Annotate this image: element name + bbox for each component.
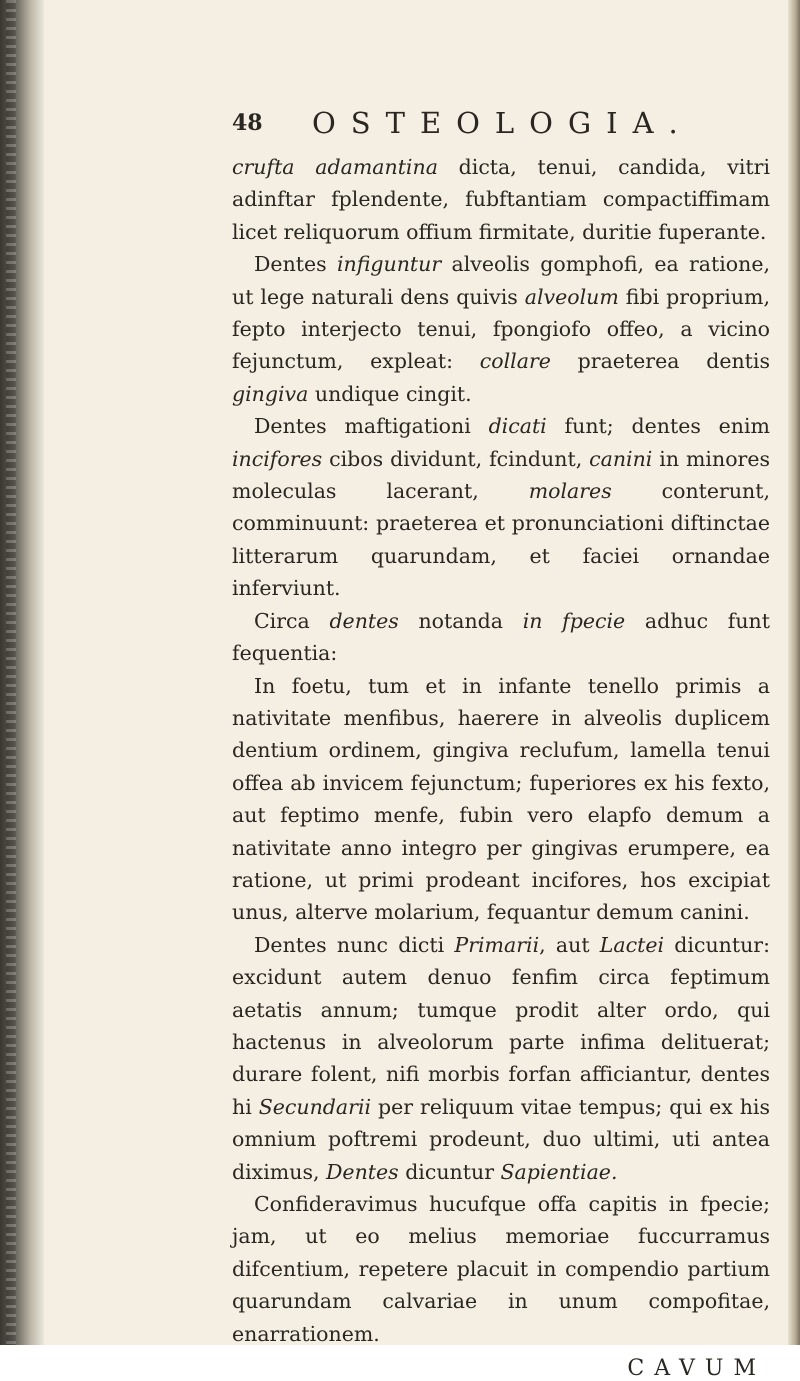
italic-term: Secundarii bbox=[258, 1094, 372, 1119]
text-segment: Circa bbox=[254, 608, 330, 633]
italic-term: molares bbox=[528, 479, 612, 504]
paragraph bbox=[232, 670, 770, 929]
text-segment: alveolis gomphofi, ea ratione, ut lege naturali dens quivis bbox=[232, 252, 770, 309]
italic-term: canini bbox=[589, 446, 653, 471]
italic-term: Primarii bbox=[454, 932, 540, 957]
paragraph bbox=[232, 1188, 770, 1350]
text-segment: Dentes nunc dicti bbox=[254, 932, 455, 957]
text-segment: praeterea dentis bbox=[550, 349, 770, 374]
text-segment: Dentes bbox=[254, 252, 337, 277]
catchword: CAVUM bbox=[627, 1356, 766, 1381]
italic-term: in fpecie bbox=[522, 608, 626, 633]
text-segment: dicta, tenui, candida, vitri adinftar fplendente, fubftantiam compactiffimam licet reliquorum offium firmitate, duritie fuperante. bbox=[232, 155, 771, 244]
italic-term: gingiva bbox=[232, 381, 309, 406]
text-segment: notanda bbox=[398, 608, 523, 633]
italic-term: Sapientiae. bbox=[500, 1159, 618, 1184]
page-edge-shadow bbox=[788, 0, 800, 1345]
text-block bbox=[180, 103, 770, 1381]
italic-term: incifores bbox=[232, 446, 323, 471]
running-head: OSTEOLOGIA. bbox=[312, 106, 693, 140]
italic-term: Dentes bbox=[326, 1159, 399, 1184]
body-text bbox=[180, 151, 770, 1350]
italic-term: collare bbox=[479, 349, 551, 374]
text-segment: cibos dividunt, fcindunt, bbox=[322, 446, 590, 471]
text-segment: Confideravimus hucufque offa capitis in fpecie; jam, ut eo melius memoriae fuccurramus difcentium, repetere placuit in compendio partium quarundam calvariae in unum compofitae, enarrationem. bbox=[232, 1192, 770, 1346]
paragraph bbox=[232, 151, 770, 248]
italic-term: alveolum bbox=[524, 284, 619, 309]
text-segment: funt; dentes enim bbox=[546, 414, 770, 439]
paragraph bbox=[232, 410, 770, 604]
text-segment: In foetu, tum et in infante tenello primis a nativitate menfibus, haerere in alveolis duplicem dentium ordinem, gingiva reclufum, lamella tenui offea ab invicem fejunctum; fuperiores ex his fexto, aut feptimo menfe, fubin vero elapfo demum a nativitate anno integro per gingivas erumpere, ea ratione, ut primi prodeant incifores, hos excipiat unus, alterve molarium, fequantur demum canini. bbox=[232, 673, 770, 925]
text-segment: dicuntur: excidunt autem denuo fenfim circa feptimum aetatis annum; tumque prodit alter ordo, qui hactenus in alveolorum parte infima delituerat; durare folent, nifi morbis forfan afficiantur, dentes hi bbox=[232, 932, 770, 1119]
text-segment: fibi proprium, fepto interjecto tenui, fpongiofo offeo, a vicino fejunctum, expleat: bbox=[232, 284, 770, 374]
text-segment: per reliquum vitae tempus; qui ex his omnium poftremi prodeunt, duo ultimi, uti antea diximus, bbox=[232, 1094, 771, 1184]
italic-term: crufta adamantina bbox=[232, 155, 438, 179]
book-spine-shadow bbox=[0, 0, 44, 1345]
paragraph bbox=[232, 248, 770, 410]
italic-term: infiguntur bbox=[336, 252, 442, 277]
text-segment: dicuntur bbox=[398, 1159, 501, 1184]
page-number: 48 bbox=[232, 110, 263, 136]
page-header bbox=[180, 103, 770, 151]
text-segment: in minores moleculas lacerant, bbox=[232, 446, 770, 504]
text-segment: undique cingit. bbox=[308, 381, 472, 406]
italic-term: Lactei bbox=[599, 932, 665, 957]
text-segment: Dentes maftigationi bbox=[254, 414, 489, 439]
text-segment: , aut bbox=[539, 932, 600, 957]
text-segment: adhuc funt fequentia: bbox=[232, 608, 770, 666]
italic-term: dicati bbox=[488, 414, 547, 439]
italic-term: dentes bbox=[329, 608, 399, 633]
paragraph bbox=[232, 929, 770, 1188]
text-segment: conterunt, comminuunt: praeterea et pronunciationi diftinctae litterarum quarundam, et faciei ornandae inferviunt. bbox=[232, 479, 771, 601]
paragraph bbox=[232, 605, 770, 670]
